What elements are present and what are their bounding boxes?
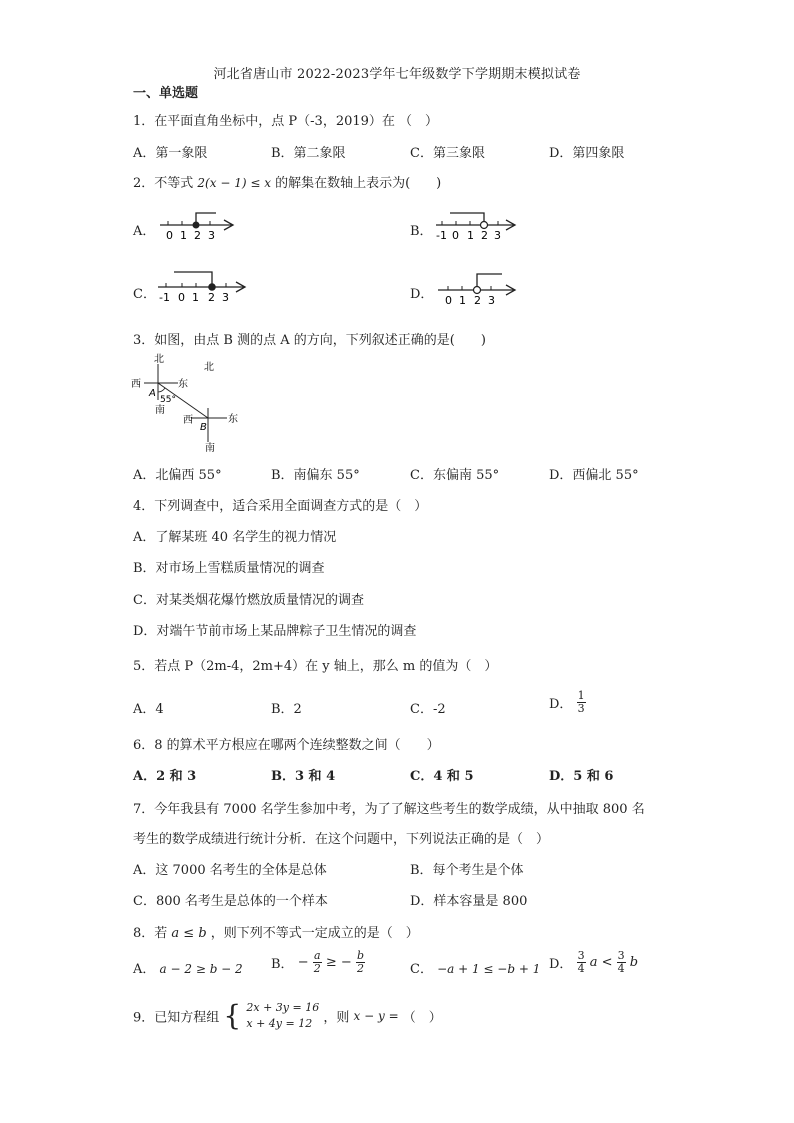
q8-d-frac1-den: 4 bbox=[577, 962, 585, 975]
q2d-tick-0: 0 bbox=[445, 294, 452, 306]
diagram-angle-label: 55° bbox=[160, 395, 176, 405]
question-7-stem-line1: 7．今年我县有 7000 名学生参加中考，为了了解这些考生的数学成绩，从中抽取 800 名 bbox=[133, 802, 645, 817]
q6-option-b: B．3 和 4 bbox=[271, 769, 336, 784]
q8-d-frac1-num: 3 bbox=[577, 949, 585, 962]
q8-b-frac2-den: 2 bbox=[356, 962, 364, 975]
q2-option-b: B． bbox=[410, 224, 433, 239]
q2b-tick-3: 3 bbox=[494, 229, 501, 242]
q5-option-d bbox=[549, 690, 586, 715]
q7-option-b: B．每个考生是个体 bbox=[410, 863, 524, 878]
q5-fraction-den: 3 bbox=[577, 702, 585, 715]
q1-option-d: D．第四象限 bbox=[549, 146, 625, 161]
q8-option-b bbox=[271, 950, 365, 975]
q7-option-a: A．这 7000 名考生的全体是总体 bbox=[133, 863, 327, 878]
q4-option-a: A．了解某班 40 名学生的视力情况 bbox=[133, 530, 337, 545]
q2b-tick-1: 1 bbox=[467, 229, 474, 242]
q2-number-line-a bbox=[158, 205, 238, 243]
diagram-point-a: A bbox=[149, 388, 156, 399]
q3-option-c: C．东偏南 55° bbox=[410, 468, 500, 483]
q2d-tick-1: 1 bbox=[459, 294, 466, 306]
q2-inequality: 2(x − 1) ≤ x bbox=[197, 176, 271, 190]
q8-option-b-label: B． bbox=[271, 957, 294, 972]
q2a-tick-3: 3 bbox=[208, 229, 215, 242]
q8-option-d-label: D． bbox=[549, 957, 573, 972]
section-heading: 一、单选题 bbox=[133, 86, 199, 101]
diagram-east-1: 东 bbox=[178, 379, 188, 390]
q2-option-c: C． bbox=[133, 287, 156, 302]
q9-equation-system bbox=[246, 1000, 319, 1032]
q9-equation-2: x + 4y = 12 bbox=[246, 1017, 313, 1030]
diagram-north-1: 北 bbox=[154, 354, 164, 365]
q2b-tick-0: 0 bbox=[452, 229, 459, 242]
q2-option-a: A． bbox=[133, 224, 156, 239]
q8-option-d-mid: a < bbox=[589, 955, 613, 970]
equation-system-brace: { bbox=[223, 999, 242, 1032]
q4-option-d: D．对端午节前市场上某品牌粽子卫生情况的调查 bbox=[133, 624, 417, 639]
diagram-south-1: 南 bbox=[155, 405, 165, 416]
q9-equation-1: 2x + 3y = 16 bbox=[246, 1001, 320, 1014]
q1-option-a: A．第一象限 bbox=[133, 146, 208, 161]
question-5-stem: 5．若点 P（2m-4，2m+4）在 y 轴上，那么 m 的值为（ ） bbox=[133, 659, 498, 674]
q8-condition: a ≤ b bbox=[171, 926, 207, 941]
question-3-stem: 3．如图，由点 B 测的点 A 的方向，下列叙述正确的是( ) bbox=[133, 333, 486, 348]
q8-d-frac2-den: 4 bbox=[617, 962, 625, 975]
question-7-stem-line2: 考生的数学成绩进行统计分析．在这个问题中，下列说法正确的是（ ） bbox=[133, 832, 550, 847]
question-9-stem bbox=[133, 1000, 442, 1032]
q2-number-line-c bbox=[156, 266, 248, 306]
diagram-east-2: 东 bbox=[228, 414, 238, 425]
q6-option-d: D．5 和 6 bbox=[549, 769, 614, 784]
q8-option-d-end: b bbox=[629, 955, 639, 970]
q5-fraction-num: 1 bbox=[577, 689, 585, 702]
q8-option-c-expr: −a + 1 ≤ −b + 1 bbox=[437, 962, 541, 976]
q8-d-fraction-2 bbox=[617, 950, 626, 975]
q2c-tick-3: 3 bbox=[222, 291, 229, 304]
q9-stem-post: （ ） bbox=[402, 1010, 442, 1026]
diagram-west-1: 西 bbox=[131, 379, 141, 390]
q2a-tick-1: 1 bbox=[180, 229, 187, 242]
q8-b-frac1-den: 2 bbox=[313, 962, 321, 975]
q2-stem-post: 的解集在数轴上表示为( ) bbox=[275, 176, 442, 191]
q2b-tick-2: 2 bbox=[481, 229, 488, 242]
diagram-west-2: 西 bbox=[183, 415, 193, 426]
q4-option-b: B．对市场上雪糕质量情况的调查 bbox=[133, 561, 325, 576]
q2a-tick-0: 0 bbox=[166, 229, 173, 242]
q6-option-c: C．4 和 5 bbox=[410, 769, 474, 784]
q3-direction-diagram bbox=[128, 350, 248, 455]
q2b-tick-neg1: -1 bbox=[436, 229, 447, 242]
question-1-stem: 1．在平面直角坐标中，点 P（-3，2019）在 （ ） bbox=[133, 114, 439, 129]
q8-option-c-label: C． bbox=[410, 962, 433, 977]
question-4-stem: 4．下列调查中，适合采用全面调查方式的是（ ） bbox=[133, 499, 428, 514]
q5-fraction bbox=[577, 690, 586, 715]
question-2-stem bbox=[133, 172, 441, 191]
q8-option-d bbox=[549, 950, 638, 975]
q9-stem-mid: ，则 bbox=[323, 1010, 350, 1026]
q3-option-a: A．北偏西 55° bbox=[133, 468, 222, 483]
q2-stem-pre: 2．不等式 bbox=[133, 176, 194, 191]
q2c-tick-1: 1 bbox=[192, 291, 199, 304]
q2-number-line-b bbox=[434, 205, 518, 243]
q8-b-fraction-1 bbox=[313, 950, 322, 975]
q5-option-a: A．4 bbox=[133, 702, 164, 717]
question-8-stem bbox=[133, 922, 419, 941]
q2c-tick-0: 0 bbox=[178, 291, 185, 304]
question-6-stem: 6．8 的算术平方根应在哪两个连续整数之间（ ） bbox=[133, 738, 440, 753]
q2c-tick-2: 2 bbox=[208, 291, 215, 304]
q5-option-d-label: D． bbox=[549, 697, 573, 712]
q2-number-line-d bbox=[436, 266, 520, 306]
diagram-point-b: B bbox=[200, 422, 207, 433]
q8-stem-pre: 8．若 bbox=[133, 926, 168, 941]
q2-option-d: D． bbox=[410, 287, 434, 302]
q2c-tick-neg1: -1 bbox=[159, 291, 170, 304]
q8-d-fraction-1 bbox=[577, 950, 586, 975]
q8-d-frac2-num: 3 bbox=[617, 949, 625, 962]
q2d-tick-2: 2 bbox=[474, 294, 481, 306]
q5-option-b: B．2 bbox=[271, 702, 302, 717]
q6-option-a: A．2 和 3 bbox=[133, 769, 197, 784]
q9-expression: x − y = bbox=[353, 1009, 399, 1023]
page-title: 河北省唐山市 2022-2023学年七年级数学下学期期末模拟试卷 bbox=[213, 67, 581, 82]
q8-option-a-label: A． bbox=[133, 962, 156, 977]
q8-option-a bbox=[133, 958, 243, 977]
q8-b-frac1-num: a bbox=[313, 949, 321, 962]
q8-option-a-expr: a − 2 ≥ b − 2 bbox=[159, 962, 243, 976]
q8-stem-post: ，则下列不等式一定成立的是（ ） bbox=[210, 926, 419, 941]
q7-option-c: C．800 名考生是总体的一个样本 bbox=[133, 894, 328, 909]
q8-option-b-relation: ≥ − bbox=[325, 955, 352, 970]
q8-b-fraction-2 bbox=[356, 950, 365, 975]
q8-option-c bbox=[410, 958, 540, 977]
q8-option-b-minus: − bbox=[297, 955, 309, 970]
q1-option-b: B．第二象限 bbox=[271, 146, 346, 161]
q3-option-d: D．西偏北 55° bbox=[549, 468, 639, 483]
diagram-north-2: 北 bbox=[204, 362, 214, 373]
q5-option-c: C．-2 bbox=[410, 702, 446, 717]
diagram-south-2: 南 bbox=[205, 443, 215, 454]
q1-option-c: C．第三象限 bbox=[410, 146, 485, 161]
q8-b-frac2-num: b bbox=[356, 949, 364, 962]
q4-option-c: C．对某类烟花爆竹燃放质量情况的调查 bbox=[133, 593, 364, 608]
q7-option-d: D．样本容量是 800 bbox=[410, 894, 528, 909]
q9-stem-pre: 9．已知方程组 bbox=[133, 1010, 220, 1026]
q2a-tick-2: 2 bbox=[194, 229, 201, 242]
q2d-tick-3: 3 bbox=[488, 294, 495, 306]
q3-option-b: B．南偏东 55° bbox=[271, 468, 360, 483]
